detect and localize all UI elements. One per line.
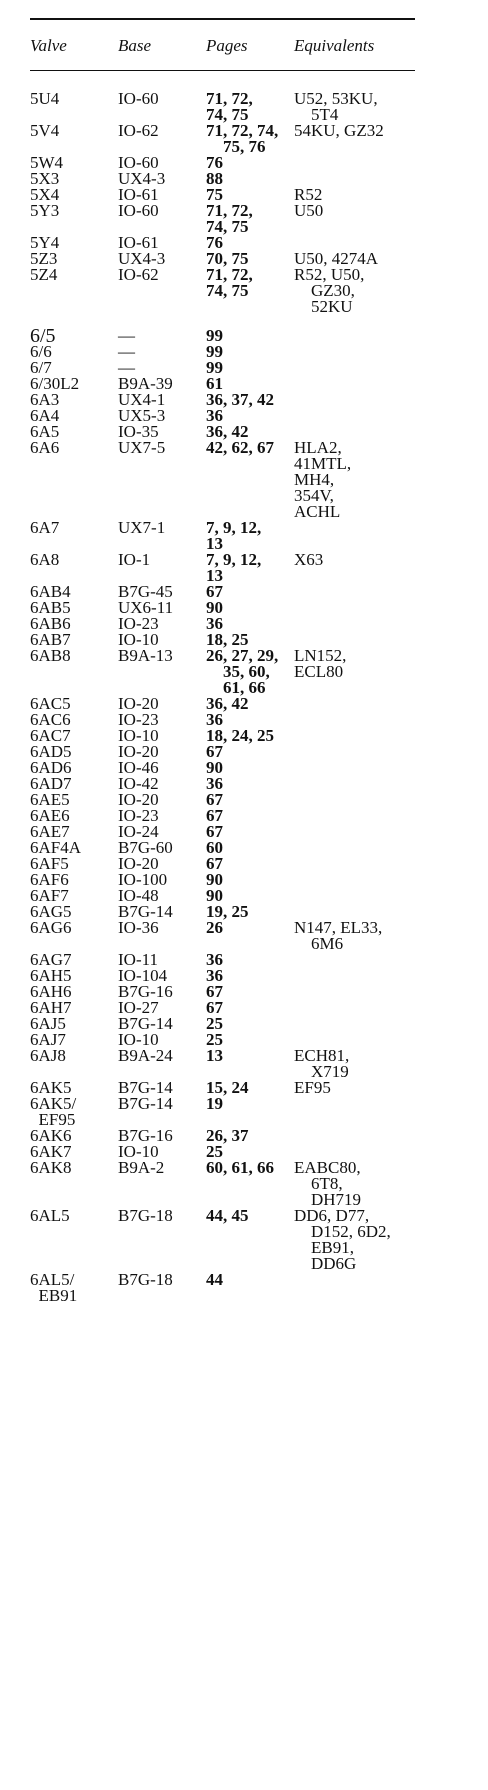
pages-cell: 7, 9, 12, 13 bbox=[206, 518, 262, 553]
pages-cell: 26 bbox=[206, 918, 223, 937]
base-cell: B7G-18 bbox=[118, 1270, 173, 1289]
pages-cell: 60, 61, 66 bbox=[206, 1158, 274, 1177]
pages-cell: 25 bbox=[206, 1030, 223, 1049]
table-row bbox=[0, 904, 488, 920]
table-row bbox=[0, 840, 488, 856]
pages-cell: 67 bbox=[206, 822, 223, 841]
table-row bbox=[0, 600, 488, 616]
base-cell: B9A-13 bbox=[118, 646, 173, 665]
base-cell: IO-48 bbox=[118, 886, 159, 905]
valve-cell: 6AG5 bbox=[30, 902, 72, 921]
base-cell: IO-1 bbox=[118, 550, 151, 569]
pages-cell: 44, 45 bbox=[206, 1206, 249, 1225]
valve-cell: 5W4 bbox=[30, 153, 64, 172]
base-cell: IO-10 bbox=[118, 630, 159, 649]
table-row bbox=[0, 744, 488, 760]
base-cell: B7G-45 bbox=[118, 582, 173, 601]
pages-cell: 67 bbox=[206, 998, 223, 1017]
base-cell: IO-46 bbox=[118, 758, 159, 777]
pages-cell: 71, 72, 74, 75, 76 bbox=[206, 121, 279, 156]
pages-cell: 71, 72, 74, 75 bbox=[206, 201, 253, 236]
valve-cell: 6AC6 bbox=[30, 710, 71, 729]
pages-cell: 70, 75 bbox=[206, 249, 249, 268]
valve-cell: 6AB4 bbox=[30, 582, 71, 601]
base-cell: B7G-16 bbox=[118, 982, 173, 1001]
pages-cell: 99 bbox=[206, 358, 223, 377]
base-cell: B7G-14 bbox=[118, 1078, 173, 1097]
base-cell: UX7-5 bbox=[118, 438, 166, 457]
table-row bbox=[0, 1032, 488, 1048]
pages-cell: 19, 25 bbox=[206, 902, 249, 921]
pages-cell: 7, 9, 12, 13 bbox=[206, 550, 262, 585]
base-cell: IO-62 bbox=[118, 265, 159, 284]
table-row bbox=[0, 920, 488, 952]
pages-cell: 67 bbox=[206, 790, 223, 809]
table-row bbox=[0, 1000, 488, 1016]
pages-cell: 75 bbox=[206, 185, 223, 204]
table-row bbox=[0, 1096, 488, 1128]
base-cell: UX4-3 bbox=[118, 249, 166, 268]
table-row bbox=[0, 552, 488, 584]
pages-cell: 26, 37 bbox=[206, 1126, 249, 1145]
valve-cell: 6A8 bbox=[30, 550, 60, 569]
pages-cell: 44 bbox=[206, 1270, 223, 1289]
base-cell: IO-20 bbox=[118, 854, 159, 873]
valve-cell: 6A5 bbox=[30, 422, 60, 441]
table-row bbox=[0, 984, 488, 1000]
valve-cell: 6/6 bbox=[30, 342, 52, 361]
valve-cell: 6AB5 bbox=[30, 598, 71, 617]
valve-cell: 5X4 bbox=[30, 185, 60, 204]
table-row bbox=[0, 91, 488, 123]
pages-cell: 36 bbox=[206, 774, 223, 793]
table-row bbox=[0, 1160, 488, 1208]
equivalents-cell: EABC80, 6T8, DH719 bbox=[294, 1158, 362, 1209]
base-cell: IO-104 bbox=[118, 966, 168, 985]
pages-cell: 36 bbox=[206, 966, 223, 985]
pages-cell: 99 bbox=[206, 326, 223, 345]
valve-cell: 6AB8 bbox=[30, 646, 71, 665]
table-row bbox=[0, 872, 488, 888]
table-row bbox=[0, 808, 488, 824]
valve-cell: 6AC7 bbox=[30, 726, 71, 745]
table-row bbox=[0, 1272, 488, 1304]
table-row bbox=[0, 440, 488, 520]
valve-cell: 6AC5 bbox=[30, 694, 71, 713]
base-cell: UX7-1 bbox=[118, 518, 166, 537]
base-cell: B7G-18 bbox=[118, 1206, 173, 1225]
base-cell: B9A-39 bbox=[118, 374, 173, 393]
table-row bbox=[0, 952, 488, 968]
valve-cell: 6/5 bbox=[30, 325, 56, 347]
valve-cell: 6AF6 bbox=[30, 870, 69, 889]
base-cell: IO-60 bbox=[118, 201, 159, 220]
top-rule bbox=[30, 18, 415, 20]
table-row bbox=[0, 1016, 488, 1032]
valve-cell: 6AF4A bbox=[30, 838, 82, 857]
pages-cell: 36, 42 bbox=[206, 422, 249, 441]
base-cell: IO-61 bbox=[118, 233, 159, 252]
table-row bbox=[0, 203, 488, 235]
table-row bbox=[0, 325, 488, 347]
valve-cell: 5X3 bbox=[30, 169, 60, 188]
base-cell: B7G-16 bbox=[118, 1126, 173, 1145]
pages-cell: 67 bbox=[206, 582, 223, 601]
base-cell: — bbox=[118, 358, 135, 377]
pages-cell: 90 bbox=[206, 598, 223, 617]
base-cell: UX4-1 bbox=[118, 390, 166, 409]
base-cell: IO-62 bbox=[118, 121, 159, 140]
base-cell: — bbox=[118, 326, 135, 345]
valve-cell: 6AE7 bbox=[30, 822, 70, 841]
pages-cell: 60 bbox=[206, 838, 223, 857]
pages-cell: 25 bbox=[206, 1142, 223, 1161]
pages-cell: 36, 42 bbox=[206, 694, 249, 713]
base-cell: IO-23 bbox=[118, 614, 159, 633]
table-row bbox=[0, 267, 488, 315]
pages-cell: 36, 37, 42 bbox=[206, 390, 274, 409]
pages-cell: 36 bbox=[206, 950, 223, 969]
valve-cell: 6AK6 bbox=[30, 1126, 72, 1145]
base-cell: UX4-3 bbox=[118, 169, 166, 188]
valve-cell: 5V4 bbox=[30, 121, 60, 140]
valve-cell: 6AH7 bbox=[30, 998, 72, 1017]
pages-cell: 42, 62, 67 bbox=[206, 438, 274, 457]
base-cell: B7G-14 bbox=[118, 902, 173, 921]
valve-cell: 5Z3 bbox=[30, 249, 58, 268]
valve-cell: 6AK5/ EF95 bbox=[30, 1094, 77, 1129]
base-cell: IO-27 bbox=[118, 998, 159, 1017]
base-cell: IO-60 bbox=[118, 153, 159, 172]
equivalents-cell: U52, 53KU, 5T4 bbox=[294, 89, 378, 124]
pages-cell: 36 bbox=[206, 406, 223, 425]
pages-cell: 67 bbox=[206, 806, 223, 825]
valve-cell: 6/30L2 bbox=[30, 374, 80, 393]
valve-cell: 5Y3 bbox=[30, 201, 60, 220]
pages-cell: 36 bbox=[206, 710, 223, 729]
table-row bbox=[0, 968, 488, 984]
table-row bbox=[0, 728, 488, 744]
valve-cell: 6AH5 bbox=[30, 966, 72, 985]
pages-cell: 90 bbox=[206, 886, 223, 905]
pages-cell: 99 bbox=[206, 342, 223, 361]
header-equivalents: Equivalents bbox=[294, 36, 375, 55]
valve-cell: 6AK7 bbox=[30, 1142, 72, 1161]
base-cell: IO-61 bbox=[118, 185, 159, 204]
equivalents-cell: DD6, D77, D152, 6D2, EB91, DD6G bbox=[294, 1206, 391, 1273]
table-row bbox=[0, 792, 488, 808]
valve-cell: 6AB7 bbox=[30, 630, 71, 649]
table-row bbox=[0, 696, 488, 712]
valve-cell: 6A6 bbox=[30, 438, 60, 457]
valve-cell: 6AJ7 bbox=[30, 1030, 66, 1049]
pages-cell: 26, 27, 29, 35, 60, 61, 66 bbox=[206, 646, 279, 697]
equivalents-cell: LN152, ECL80 bbox=[294, 646, 347, 681]
pages-cell: 76 bbox=[206, 233, 223, 252]
pages-cell: 67 bbox=[206, 982, 223, 1001]
base-cell: IO-11 bbox=[118, 950, 158, 969]
equivalents-cell: R52, U50, GZ30, 52KU bbox=[294, 265, 365, 316]
valve-cell: 6/7 bbox=[30, 358, 52, 377]
base-cell: IO-10 bbox=[118, 1030, 159, 1049]
valve-cell: 6AF5 bbox=[30, 854, 69, 873]
base-cell: IO-60 bbox=[118, 89, 159, 108]
pages-cell: 18, 24, 25 bbox=[206, 726, 274, 745]
table-row bbox=[0, 776, 488, 792]
table-row bbox=[0, 123, 488, 155]
base-cell: IO-20 bbox=[118, 694, 159, 713]
base-cell: UX5-3 bbox=[118, 406, 166, 425]
table-row bbox=[0, 760, 488, 776]
valve-cell: 6AD7 bbox=[30, 774, 72, 793]
pages-cell: 71, 72, 74, 75 bbox=[206, 265, 253, 300]
base-cell: IO-10 bbox=[118, 1142, 159, 1161]
pages-cell: 67 bbox=[206, 742, 223, 761]
pages-cell: 90 bbox=[206, 870, 223, 889]
pages-cell: 36 bbox=[206, 614, 223, 633]
valve-cell: 6AL5/ EB91 bbox=[30, 1270, 78, 1305]
base-cell: IO-20 bbox=[118, 742, 159, 761]
valve-cell: 6AE5 bbox=[30, 790, 70, 809]
table-row bbox=[0, 856, 488, 872]
base-cell: B7G-14 bbox=[118, 1014, 173, 1033]
table-row bbox=[0, 520, 488, 552]
table-row bbox=[0, 392, 488, 408]
valve-cell: 6AK8 bbox=[30, 1158, 72, 1177]
equivalents-cell: 54KU, GZ32 bbox=[294, 121, 384, 140]
table-row bbox=[0, 648, 488, 696]
table-row bbox=[0, 344, 488, 360]
valve-cell: 6AD5 bbox=[30, 742, 72, 761]
base-cell: B9A-24 bbox=[118, 1046, 173, 1065]
table-row bbox=[0, 1128, 488, 1144]
base-cell: IO-24 bbox=[118, 822, 159, 841]
pages-cell: 88 bbox=[206, 169, 223, 188]
equivalents-cell: ECH81, X719 bbox=[294, 1046, 350, 1081]
valve-cell: 6AH6 bbox=[30, 982, 72, 1001]
base-cell: IO-10 bbox=[118, 726, 159, 745]
valve-cell: 6AK5 bbox=[30, 1078, 72, 1097]
equivalents-cell: HLA2, 41MTL, MH4, 354V, ACHL bbox=[294, 438, 352, 521]
header-pages: Pages bbox=[206, 36, 248, 55]
pages-cell: 67 bbox=[206, 854, 223, 873]
valve-cell: 6AG6 bbox=[30, 918, 72, 937]
base-cell: IO-36 bbox=[118, 918, 159, 937]
table-row bbox=[0, 1048, 488, 1080]
pages-cell: 25 bbox=[206, 1014, 223, 1033]
valve-cell: 6AJ5 bbox=[30, 1014, 66, 1033]
pages-cell: 90 bbox=[206, 758, 223, 777]
valve-cell: 6A7 bbox=[30, 518, 60, 537]
base-cell: B7G-14 bbox=[118, 1094, 173, 1113]
valve-cell: 5U4 bbox=[30, 89, 60, 108]
base-cell: IO-35 bbox=[118, 422, 159, 441]
valve-cell: 6AF7 bbox=[30, 886, 69, 905]
header-rule bbox=[30, 70, 415, 71]
pages-cell: 76 bbox=[206, 153, 223, 172]
valve-cell: 6AB6 bbox=[30, 614, 71, 633]
base-cell: IO-23 bbox=[118, 806, 159, 825]
table-row bbox=[0, 155, 488, 171]
valve-cell: 6A3 bbox=[30, 390, 60, 409]
valve-cell: 6AE6 bbox=[30, 806, 70, 825]
equivalents-cell: EF95 bbox=[294, 1078, 331, 1097]
equivalents-cell: U50 bbox=[294, 201, 324, 220]
valve-cell: 5Y4 bbox=[30, 233, 60, 252]
base-cell: B9A-2 bbox=[118, 1158, 165, 1177]
valve-cell: 6AG7 bbox=[30, 950, 72, 969]
equivalents-cell: U50, 4274A bbox=[294, 249, 379, 268]
base-cell: IO-23 bbox=[118, 710, 159, 729]
base-cell: IO-100 bbox=[118, 870, 168, 889]
valve-cell: 6AL5 bbox=[30, 1206, 70, 1225]
table-row bbox=[0, 171, 488, 187]
header-valve: Valve bbox=[30, 36, 67, 55]
pages-cell: 19 bbox=[206, 1094, 223, 1113]
table-row bbox=[0, 584, 488, 600]
valve-cell: 6AJ8 bbox=[30, 1046, 66, 1065]
equivalents-cell: R52 bbox=[294, 185, 323, 204]
base-cell: IO-42 bbox=[118, 774, 159, 793]
pages-cell: 13 bbox=[206, 1046, 223, 1065]
pages-cell: 61 bbox=[206, 374, 223, 393]
base-cell: B7G-60 bbox=[118, 838, 173, 857]
pages-cell: 15, 24 bbox=[206, 1078, 249, 1097]
valve-cell: 6A4 bbox=[30, 406, 60, 425]
valve-cell: 6AD6 bbox=[30, 758, 72, 777]
pages-cell: 18, 25 bbox=[206, 630, 249, 649]
pages-cell: 71, 72, 74, 75 bbox=[206, 89, 253, 124]
header-base: Base bbox=[118, 36, 152, 55]
base-cell: IO-20 bbox=[118, 790, 159, 809]
table-row bbox=[0, 1208, 488, 1272]
base-cell: UX6-11 bbox=[118, 598, 174, 617]
valve-cell: 5Z4 bbox=[30, 265, 58, 284]
equivalents-cell: N147, EL33, 6M6 bbox=[294, 918, 383, 953]
equivalents-cell: X63 bbox=[294, 550, 324, 569]
base-cell: — bbox=[118, 342, 135, 361]
